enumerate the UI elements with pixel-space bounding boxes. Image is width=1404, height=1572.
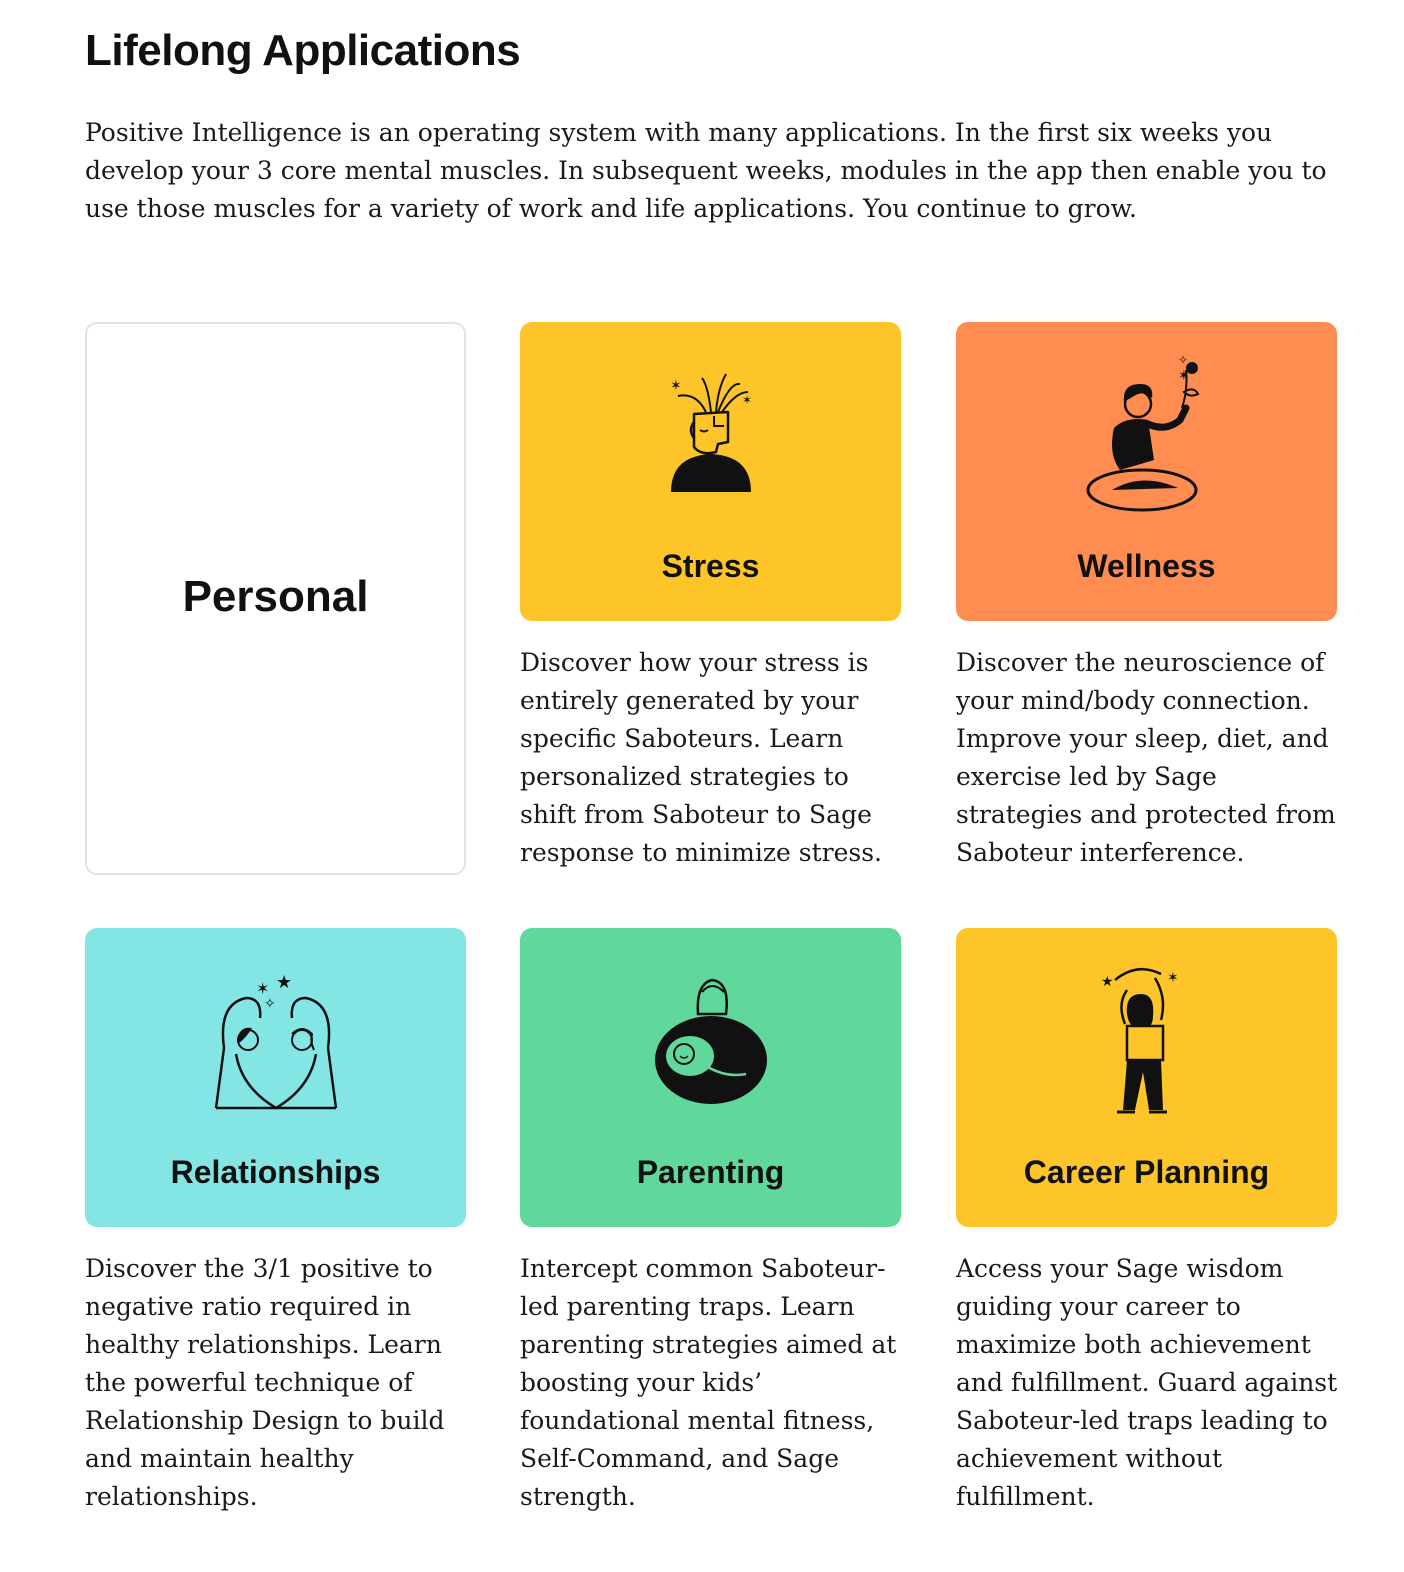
card-personal-label: Personal bbox=[182, 572, 369, 621]
svg-text:✶: ✶ bbox=[1177, 368, 1190, 384]
page-title: Lifelong Applications bbox=[85, 26, 521, 75]
svg-text:✶: ✶ bbox=[255, 979, 269, 998]
card-parenting-label: Parenting bbox=[636, 1154, 785, 1190]
svg-text:★: ★ bbox=[1100, 974, 1114, 990]
svg-text:★: ★ bbox=[275, 972, 292, 993]
head-bursting-icon bbox=[656, 352, 766, 507]
intro-paragraph: Positive Intelligence is an operating system with many applications. In the first six weeks you develop your 3 core mental muscles. In subsequent weeks, modules in the app then enable you to use those muscles for a variety of work and life applications. You continue to grow. bbox=[85, 118, 1327, 223]
card-stress-label: Stress bbox=[661, 548, 760, 584]
meditating-person-icon bbox=[1082, 350, 1212, 525]
person-reaching-icon bbox=[1097, 964, 1197, 1129]
card-career-planning-label: Career Planning bbox=[1023, 1154, 1270, 1190]
card-wellness[interactable] bbox=[956, 322, 1337, 621]
card-parenting-description: Intercept common Saboteur-led parenting traps. Learn parenting strategies aimed at boosting your kids’ foundational mental fitness, Self-Command, and Sage strength. bbox=[520, 1254, 897, 1511]
card-career-planning-description: Access your Sage wisdom guiding your career to maximize both achievement and fulfillment. Guard against Saboteur-led traps leading to achievement without fulfillment. bbox=[956, 1254, 1338, 1511]
card-career-planning[interactable] bbox=[956, 928, 1337, 1227]
card-wellness-description: Discover the neuroscience of your mind/body connection. Improve your sleep, diet, and exercise led by Sage strategies and protected from Saboteur interference. bbox=[956, 648, 1336, 867]
svg-text:✶: ✶ bbox=[669, 378, 682, 394]
svg-text:✧: ✧ bbox=[263, 996, 276, 1012]
card-stress-description: Discover how your stress is entirely generated by your specific Saboteurs. Learn personalized strategies to shift from Saboteur to Sage response to minimize stress. bbox=[520, 648, 882, 867]
card-personal[interactable] bbox=[85, 322, 466, 875]
svg-text:✧: ✧ bbox=[1177, 353, 1188, 367]
card-relationships-description: Discover the 3/1 positive to negative ratio required in healthy relationships. Learn the powerful technique of Relationship Design to build and maintain healthy relationships. bbox=[85, 1254, 445, 1511]
card-stress[interactable] bbox=[520, 322, 901, 621]
parent-holding-baby-icon bbox=[646, 974, 776, 1119]
card-relationships-label: Relationships bbox=[170, 1154, 381, 1190]
card-wellness-label: Wellness bbox=[1077, 548, 1216, 584]
svg-text:✶: ✶ bbox=[741, 393, 752, 407]
two-people-icon bbox=[206, 968, 346, 1123]
card-parenting[interactable] bbox=[520, 928, 901, 1227]
card-relationships[interactable] bbox=[85, 928, 466, 1227]
svg-text:✶: ✶ bbox=[1166, 970, 1179, 986]
